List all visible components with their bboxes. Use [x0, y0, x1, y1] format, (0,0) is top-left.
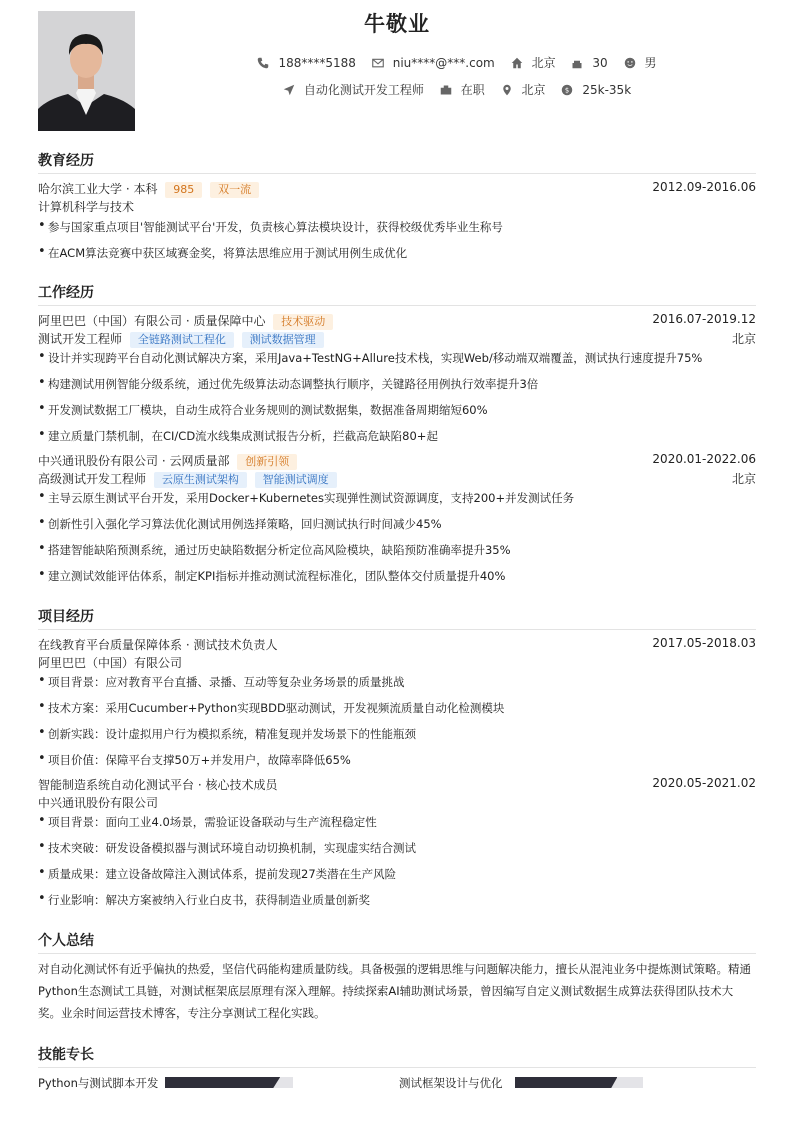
project-period: 2017.05-2018.03 — [652, 636, 756, 650]
section-title: 个人总结 — [38, 930, 756, 954]
job-city: 北京 — [731, 332, 756, 346]
svg-text:$: $ — [565, 86, 570, 95]
salary-item — [561, 83, 631, 97]
list-item: • 项目价值：保障平台支撑50万+并发用户，故障率降低65% — [38, 752, 756, 768]
gender-item — [624, 54, 657, 71]
list-item: • 创新性引入强化学习算法优化测试用例选择策略，回归测试执行时间减少45% — [38, 516, 756, 532]
list-item: • 参与国家重点项目'智能测试平台'开发，负责核心算法模块设计，获得校级优秀毕业生称号 — [38, 219, 756, 235]
list-item: • 构建测试用例智能分级系统，通过优先级算法动态调整执行顺序，关键路径用例执行效率提升3倍 — [38, 376, 756, 392]
briefcase-icon — [440, 84, 452, 96]
role-tag: 测试数据管理 — [242, 332, 324, 348]
skill-bar — [515, 1077, 643, 1088]
summary-text: 对自动化测试怀有近乎偏执的热爱，坚信代码能构建质量防线。具备极强的逻辑思维与问题解决能力，擅长从混沌业务中提炼测试策略。精通Python生态测试工具链，对测试框架底层原理有深入理解。持续探索AI辅助测试场景，曾因编写自定义测试数据生成算法获得团队技术大奖。业余时间运营技术博客，专注分享测试工程化实践。 — [38, 962, 751, 1020]
project-period: 2020.05-2021.02 — [652, 776, 756, 790]
company-name: 阿里巴巴（中国）有限公司 · 质量保障中心 — [38, 314, 266, 328]
list-item: • 搭建智能缺陷预测系统，通过历史缺陷数据分析定位高风险模块，缺陷预防准确率提升35% — [38, 542, 756, 558]
age: 30 — [592, 55, 608, 70]
list-item: • 建立质量门禁机制，在CI/CD流水线集成测试报告分析，拦截高危缺陷80+起 — [38, 428, 756, 444]
phone-number: 188****5188 — [278, 55, 356, 70]
summary-section — [38, 930, 756, 1030]
project-name: 在线教育平台质量保障体系 · 测试技术负责人 — [38, 638, 278, 652]
phone-icon — [257, 57, 269, 69]
gender: 男 — [644, 56, 657, 70]
job-role: 测试开发工程师 — [38, 332, 123, 346]
company-tag: 创新引领 — [237, 454, 297, 470]
job-period: 2016.07-2019.12 — [652, 312, 756, 326]
school-tag: 985 — [165, 182, 202, 198]
target-city: 北京 — [521, 83, 546, 97]
list-item: • 创新实践：设计虚拟用户行为模拟系统，精准复现并发场景下的性能瓶颈 — [38, 726, 756, 742]
role-tag: 全链路测试工程化 — [130, 332, 234, 348]
age-item — [571, 56, 607, 70]
company-tag: 技术驱动 — [273, 314, 333, 330]
list-item: • 技术方案：采用Cucumber+Python实现BDD驱动测试，开发视频流质量自动化检测模块 — [38, 700, 756, 716]
school-tag: 双一流 — [210, 182, 259, 198]
work-section — [38, 282, 756, 592]
company-name: 中兴通讯股份有限公司 · 云网质量部 — [38, 454, 230, 468]
home-city-item — [511, 54, 556, 71]
smile-icon — [624, 57, 636, 69]
cake-icon — [571, 57, 583, 69]
list-item: • 项目背景：应对教育平台直播、录播、互动等复杂业务场景的质量挑战 — [38, 674, 756, 690]
project-line — [38, 776, 756, 793]
send-icon — [283, 84, 295, 96]
section-title: 教育经历 — [38, 150, 756, 174]
email-address: niu****@***.com — [392, 55, 495, 70]
job-role: 高级测试开发工程师 — [38, 472, 147, 486]
candidate-name: 牛敬业 — [364, 12, 430, 36]
role-line — [38, 470, 756, 488]
list-item: • 技术突破：研发设备模拟器与测试环境自动切换机制，实现虚实结合测试 — [38, 840, 756, 856]
money-icon — [561, 84, 573, 96]
location-pin-icon — [501, 84, 513, 96]
home-icon — [511, 57, 523, 69]
education-period: 2012.09-2016.06 — [652, 180, 756, 194]
job-status: 在职 — [460, 83, 485, 97]
project-company: 阿里巴巴（中国）有限公司 — [38, 656, 183, 670]
job-intent-row — [160, 81, 754, 99]
target-city-item — [501, 81, 546, 98]
list-item: • 主导云原生测试平台开发，采用Docker+Kubernetes实现弹性测试资源调度，支持200+并发测试任务 — [38, 490, 756, 506]
school-line — [38, 180, 756, 198]
major: 计算机科学与技术 — [38, 200, 135, 214]
role-line — [38, 330, 756, 348]
projects-section — [38, 606, 756, 916]
role-tag: 智能测试调度 — [255, 472, 337, 488]
company-line — [38, 312, 756, 330]
list-item: • 建立测试效能评估体系，制定KPI指标并推动测试流程标准化，团队整体交付质量提升40% — [38, 568, 756, 584]
list-item: • 设计并实现跨平台自动化测试解决方案，采用Java+TestNG+Allure技术栈，实现Web/移动端双端覆盖，测试执行速度提升75% — [38, 350, 756, 366]
list-item: • 在ACM算法竞赛中获区域赛金奖，将算法思维应用于测试用例生成优化 — [38, 245, 756, 261]
expected-salary: 25k-35k — [582, 82, 632, 97]
project-name: 智能制造系统自动化测试平台 · 核心技术成员 — [38, 778, 278, 792]
job-period: 2020.01-2022.06 — [652, 452, 756, 466]
list-item: • 质量成果：建立设备故障注入测试体系，提前发现27类潜在生产风险 — [38, 866, 756, 882]
list-item: • 项目背景：面向工业4.0场景，需验证设备联动与生产流程稳定性 — [38, 814, 756, 830]
contact-info-row — [160, 54, 754, 72]
skill-bar-fill — [515, 1077, 617, 1088]
phone-item — [257, 56, 355, 70]
list-item: • 开发测试数据工厂模块，自动生成符合业务规则的测试数据集，数据准备周期缩短60% — [38, 402, 756, 418]
mail-icon — [372, 57, 384, 69]
skill-name: Python与测试脚本开发 — [38, 1076, 159, 1090]
education-section — [38, 150, 756, 270]
skill-bar-fill — [165, 1077, 280, 1088]
list-item: • 行业影响：解决方案被纳入行业白皮书，获得制造业质量创新奖 — [38, 892, 756, 908]
project-company: 中兴通讯股份有限公司 — [38, 796, 159, 810]
skills-section — [38, 1044, 756, 1094]
school-name: 哈尔滨工业大学 · 本科 — [38, 182, 158, 196]
section-title: 项目经历 — [38, 606, 756, 630]
target-role-item — [283, 81, 424, 98]
skill-bar — [165, 1077, 293, 1088]
role-tag: 云原生测试架构 — [154, 472, 247, 488]
section-title: 工作经历 — [38, 282, 756, 306]
section-title: 技能专长 — [38, 1044, 756, 1068]
project-line — [38, 636, 756, 653]
skill-name: 测试框架设计与优化 — [399, 1076, 503, 1090]
job-city: 北京 — [731, 472, 756, 486]
status-item — [440, 81, 485, 98]
target-role: 自动化测试开发工程师 — [303, 83, 424, 97]
company-line — [38, 452, 756, 470]
home-city: 北京 — [531, 56, 556, 70]
email-item — [372, 56, 495, 70]
